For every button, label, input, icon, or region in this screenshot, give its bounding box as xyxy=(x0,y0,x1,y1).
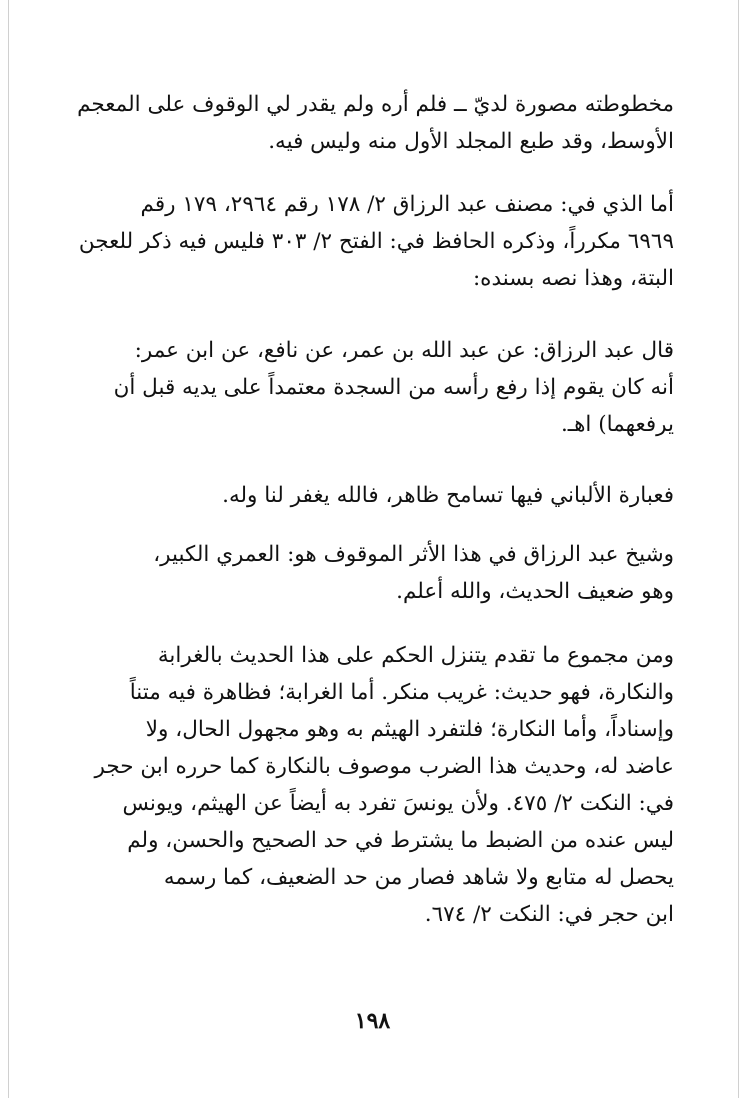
text-line: ابن حجر في: النكت ٢/ ٦٧٤. xyxy=(424,902,674,927)
paragraph-6 xyxy=(72,637,674,933)
text-line: يرفعهما) اهـ. xyxy=(560,412,674,437)
scan-margin-line xyxy=(738,0,739,1098)
text-line: ٦٩٦٩ مكرراً، وذكره الحافظ في: الفتح ٢/ ٣٠٣ فليس فيه ذكر للعجن xyxy=(78,229,674,254)
text-line: وهو ضعيف الحديث، والله أعلم. xyxy=(396,579,674,604)
paragraph-5 xyxy=(72,536,674,610)
text-line: والنكارة، فهو حديث: غريب منكر. أما الغرابة؛ فظاهرة فيه متناً xyxy=(129,680,674,705)
text-line: يحصل له متابع ولا شاهد فصار من حد الضعيف، كما رسمه xyxy=(163,865,674,890)
text-line: ومن مجموع ما تقدم يتنزل الحكم على هذا الحديث بالغرابة xyxy=(157,643,674,668)
paragraph-2 xyxy=(72,186,674,297)
paragraph-3 xyxy=(72,332,674,443)
text-line: وشيخ عبد الرزاق في هذا الأثر الموقوف هو: العمري الكبير، xyxy=(153,542,674,567)
page-number: ١٩٨ xyxy=(354,1008,391,1034)
text-line: قال عبد الرزاق: عن عبد الله بن عمر، عن نافع، عن ابن عمر: xyxy=(134,338,674,363)
scan-margin-line xyxy=(8,0,9,1098)
text-line: في: النكت ٢/ ٤٧٥. ولأن يونسَ تفرد به أيضاً عن الهيثم، ويونس xyxy=(122,791,674,816)
text-line: أما الذي في: مصنف عبد الرزاق ٢/ ١٧٨ رقم ٢٩٦٤، ١٧٩ رقم xyxy=(140,192,674,217)
text-line: وإسناداً، وأما النكارة؛ فلتفرد الهيثم به وهو مجهول الحال، ولا xyxy=(145,717,674,742)
text-line: أنه كان يقوم إذا رفع رأسه من السجدة معتمداً على يديه قبل أن xyxy=(113,375,674,400)
text-line: البتة، وهذا نصه بسنده: xyxy=(472,266,674,291)
paragraph-4 xyxy=(72,477,674,514)
text-line: فعبارة الألباني فيها تسامح ظاهر، فالله يغفر لنا وله. xyxy=(222,483,674,508)
text-line: الأوسط، وقد طبع المجلد الأول منه وليس فيه. xyxy=(268,129,674,154)
text-line: عاضد له، وحديث هذا الضرب موصوف بالنكارة كما حرره ابن حجر xyxy=(94,754,674,779)
text-line: مخطوطته مصورة لديّ ــ فلم أره ولم يقدر لي الوقوف على المعجم xyxy=(77,92,674,117)
paragraph-1 xyxy=(72,86,674,160)
text-line: ليس عنده من الضبط ما يشترط في حد الصحيح والحسن، ولم xyxy=(127,828,674,853)
